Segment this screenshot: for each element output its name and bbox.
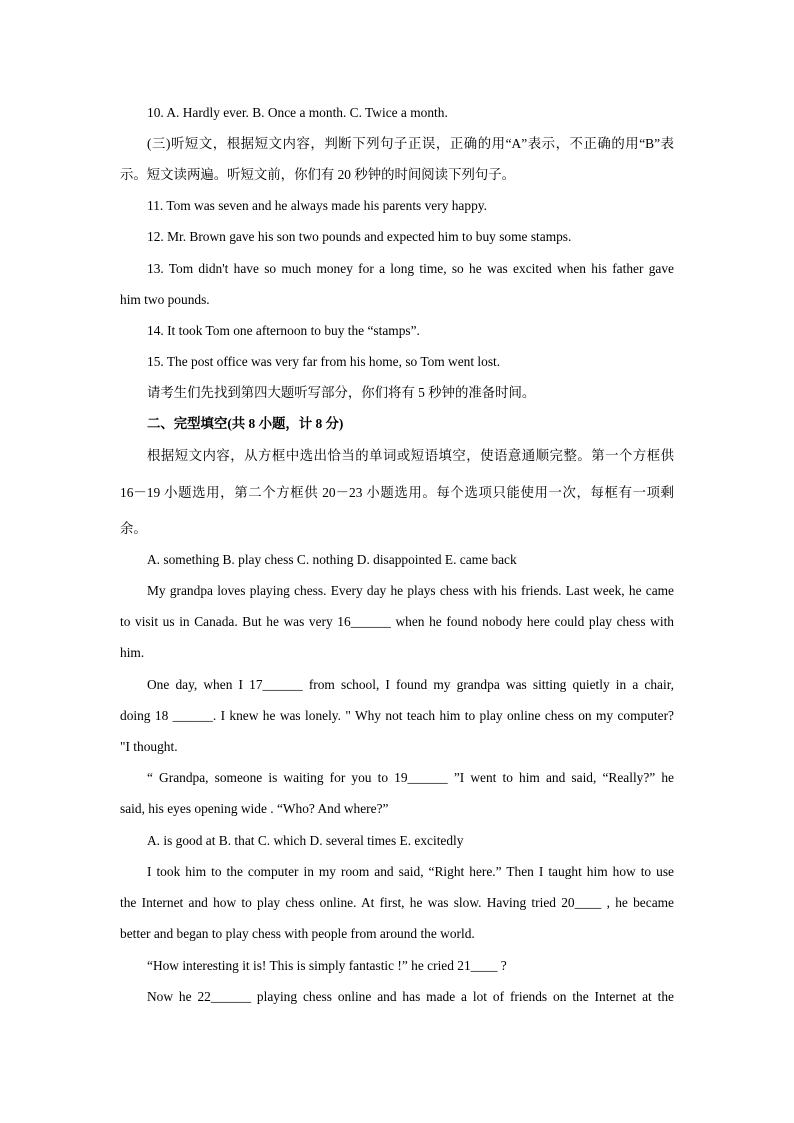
passage-line-1: My grandpa loves playing chess. Every day he plays chess with his friends. Last week, he came (147, 583, 674, 598)
passage-line-4: One day, when I 17______ from school, I found my grandpa was sitting quietly in a chair, (147, 677, 674, 692)
passage-line-10: the Internet and how to play chess online. At first, he was slow. Having tried 20____ , he became (120, 895, 674, 910)
passage-line-9: I took him to the computer in my room and said, “Right here.” Then I taught him how to use (147, 864, 674, 879)
passage-line-7: “ Grandpa, someone is waiting for you to 19______ ”I went to him and said, “Really?” he (147, 770, 674, 785)
passage-line-5: doing 18 ______. I knew he was lonely. " Why not teach him to play online chess on my computer? (120, 708, 674, 723)
cloze-instructions-end: 余。 (120, 521, 147, 536)
statement-12: 12. Mr. Brown gave his son two pounds and expected him to buy some stamps. (147, 229, 572, 244)
cloze-instructions: 根据短文内容，从方框中选出恰当的单词或短语填空，使语意通顺完整。第一个方框供 (147, 448, 674, 463)
word-box-2: A. is good at B. that C. which D. several times E. excitedly (147, 833, 464, 848)
passage-line-12: “How interesting it is! This is simply fantastic !” he cried 21____ ? (147, 958, 507, 973)
word-box-1: A. something B. play chess C. nothing D. disappointed E. came back (147, 552, 517, 567)
section-2-heading: 二、完型填空(共 8 小题，计 8 分) (147, 416, 344, 431)
listening-item-10: 10. A. Hardly ever. B. Once a month. C. Twice a month. (147, 105, 448, 120)
cloze-instructions-cont: 16－19 小题选用，第二个方框供 20－23 小题选用。每个选项只能使用一次，每框有一项剩 (120, 485, 674, 500)
section-3-instructions: (三)听短文，根据短文内容，判断下列句子正误，正确的用“A”表示，不正确的用“B”表 (147, 136, 674, 151)
passage-line-2: to visit us in Canada. But he was very 16______ when he found nobody here could play chess with (120, 614, 674, 629)
passage-line-13: Now he 22______ playing chess online and has made a lot of friends on the Internet at the (147, 989, 674, 1004)
statement-13-cont: him two pounds. (120, 292, 210, 307)
passage-line-6: "I thought. (120, 739, 178, 754)
section-3-instructions-cont: 示。短文读两遍。听短文前，你们有 20 秒钟的时间阅读下列句子。 (120, 167, 516, 182)
statement-11: 11. Tom was seven and he always made his parents very happy. (147, 198, 487, 213)
dictation-instructions: 请考生们先找到第四大题听写部分，你们将有 5 秒钟的准备时间。 (147, 385, 536, 400)
statement-13: 13. Tom didn't have so much money for a long time, so he was excited when his father gave (147, 261, 674, 276)
passage-line-8: said, his eyes opening wide . “Who? And where?” (120, 801, 389, 816)
statement-14: 14. It took Tom one afternoon to buy the “stamps”. (147, 323, 420, 338)
statement-15: 15. The post office was very far from his home, so Tom went lost. (147, 354, 501, 369)
passage-line-3: him. (120, 645, 145, 660)
passage-line-11: better and began to play chess with people from around the world. (120, 926, 475, 941)
